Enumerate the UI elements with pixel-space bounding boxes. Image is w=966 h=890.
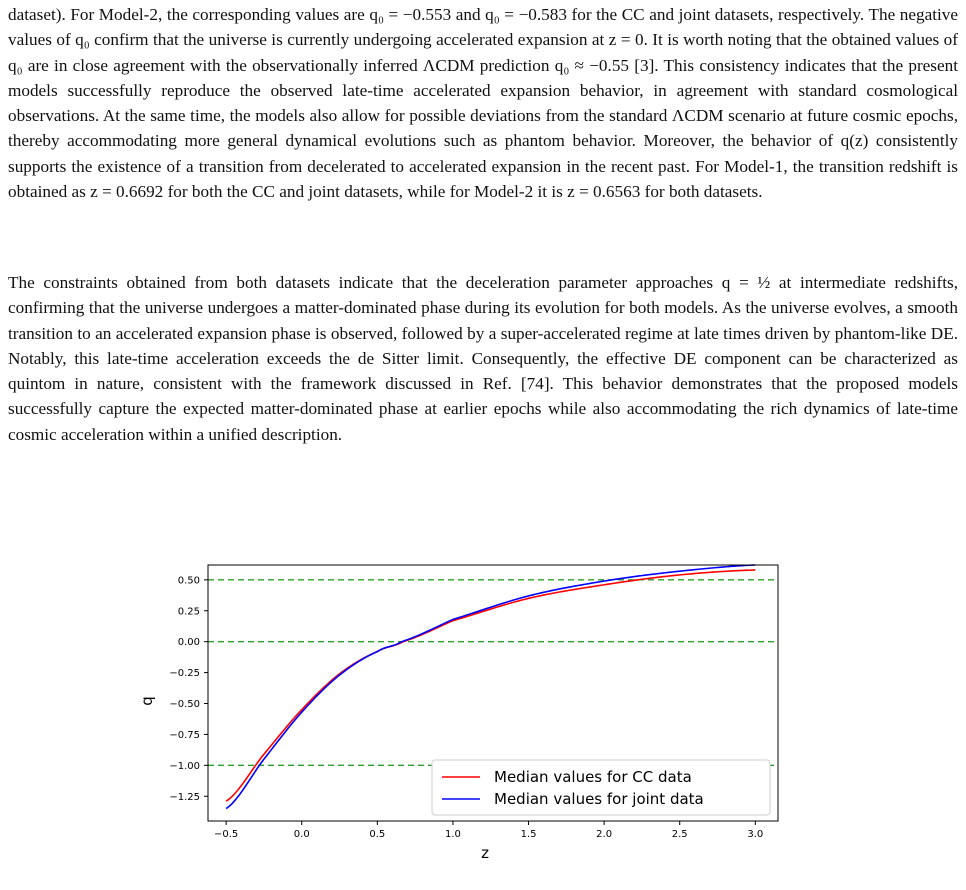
x-tick-label-6: 2.5 — [671, 829, 688, 840]
y-tick-label-6: −1.00 — [169, 760, 200, 772]
deceleration-parameter-chart — [0, 550, 966, 885]
x-axis-label: z — [481, 844, 489, 862]
x-tick-label-3: 1.0 — [444, 829, 461, 840]
y-tick-label-2: 0.00 — [177, 637, 200, 649]
x-tick-label-7: 3.0 — [747, 829, 764, 840]
y-tick-label-3: −0.25 — [169, 668, 200, 680]
y-tick-label-1: 0.25 — [177, 606, 200, 618]
x-tick-label-5: 2.0 — [596, 829, 613, 840]
y-tick-label-7: −1.25 — [169, 791, 200, 803]
x-tick-label-4: 1.5 — [520, 829, 537, 840]
y-axis-label: q — [138, 696, 156, 706]
x-tick-label-2: 0.5 — [369, 829, 386, 840]
paragraph-constraints: The constraints obtained from both datasets indicate that the deceleration parameter approaches q = ½ at intermediate redshifts, confirming that the universe undergoes a matter-dominated phase during its evolution for both models. As the universe evolves, a smooth transition to an accelerated expansion phase is observed, followed by a super-accelerated regime at late times driven by phantom-like DE. Notably, this late-time acceleration exceeds the de Sitter limit. Consequently, the effective DE component can be characterized as quintom in nature, consistent with the framework discussed in Ref. [74]. This behavior demonstrates that the proposed models successfully capture the expected matter-dominated phase at earlier epochs while also accommodating the rich dynamics of late-time cosmic acceleration within a unified description. — [8, 273, 958, 444]
x-tick-label-1: 0.0 — [293, 829, 310, 840]
x-tick-label-0: −0.5 — [213, 829, 239, 840]
deceleration-parameter-figure — [0, 550, 966, 885]
legend-label-1: Median values for joint data — [494, 790, 704, 808]
y-tick-label-4: −0.50 — [169, 699, 200, 711]
legend-label-0: Median values for CC data — [494, 768, 692, 786]
paragraph-q0-values: dataset). For Model-2, the corresponding values are q₀ = −0.553 and q₀ = −0.583 for the CC and joint datasets, respectively. The negative values of q₀ confirm that the universe is currently undergoing accelerated expansion at z = 0. It is worth noting that the obtained values of q₀ are in close agreement with the observationally inferred ΛCDM prediction q₀ ≈ −0.55 [3]. This consistency indicates that the present models successfully reproduce the observed late-time accelerated expansion behavior, in agreement with standard cosmological observations. At the same time, the models also allow for possible deviations from the standard ΛCDM scenario at future cosmic epochs, thereby accommodating more general dynamical evolutions such as phantom behavior. Moreover, the behavior of q(z) consistently supports the existence of a transition from decelerated to accelerated expansion in the recent past. For Model-1, the transition redshift is obtained as z = 0.6692 for both the CC and joint datasets, while for Model-2 it is z = 0.6563 for both datasets. — [8, 5, 958, 202]
y-tick-label-0: 0.50 — [177, 575, 200, 587]
y-tick-label-5: −0.75 — [169, 729, 200, 741]
